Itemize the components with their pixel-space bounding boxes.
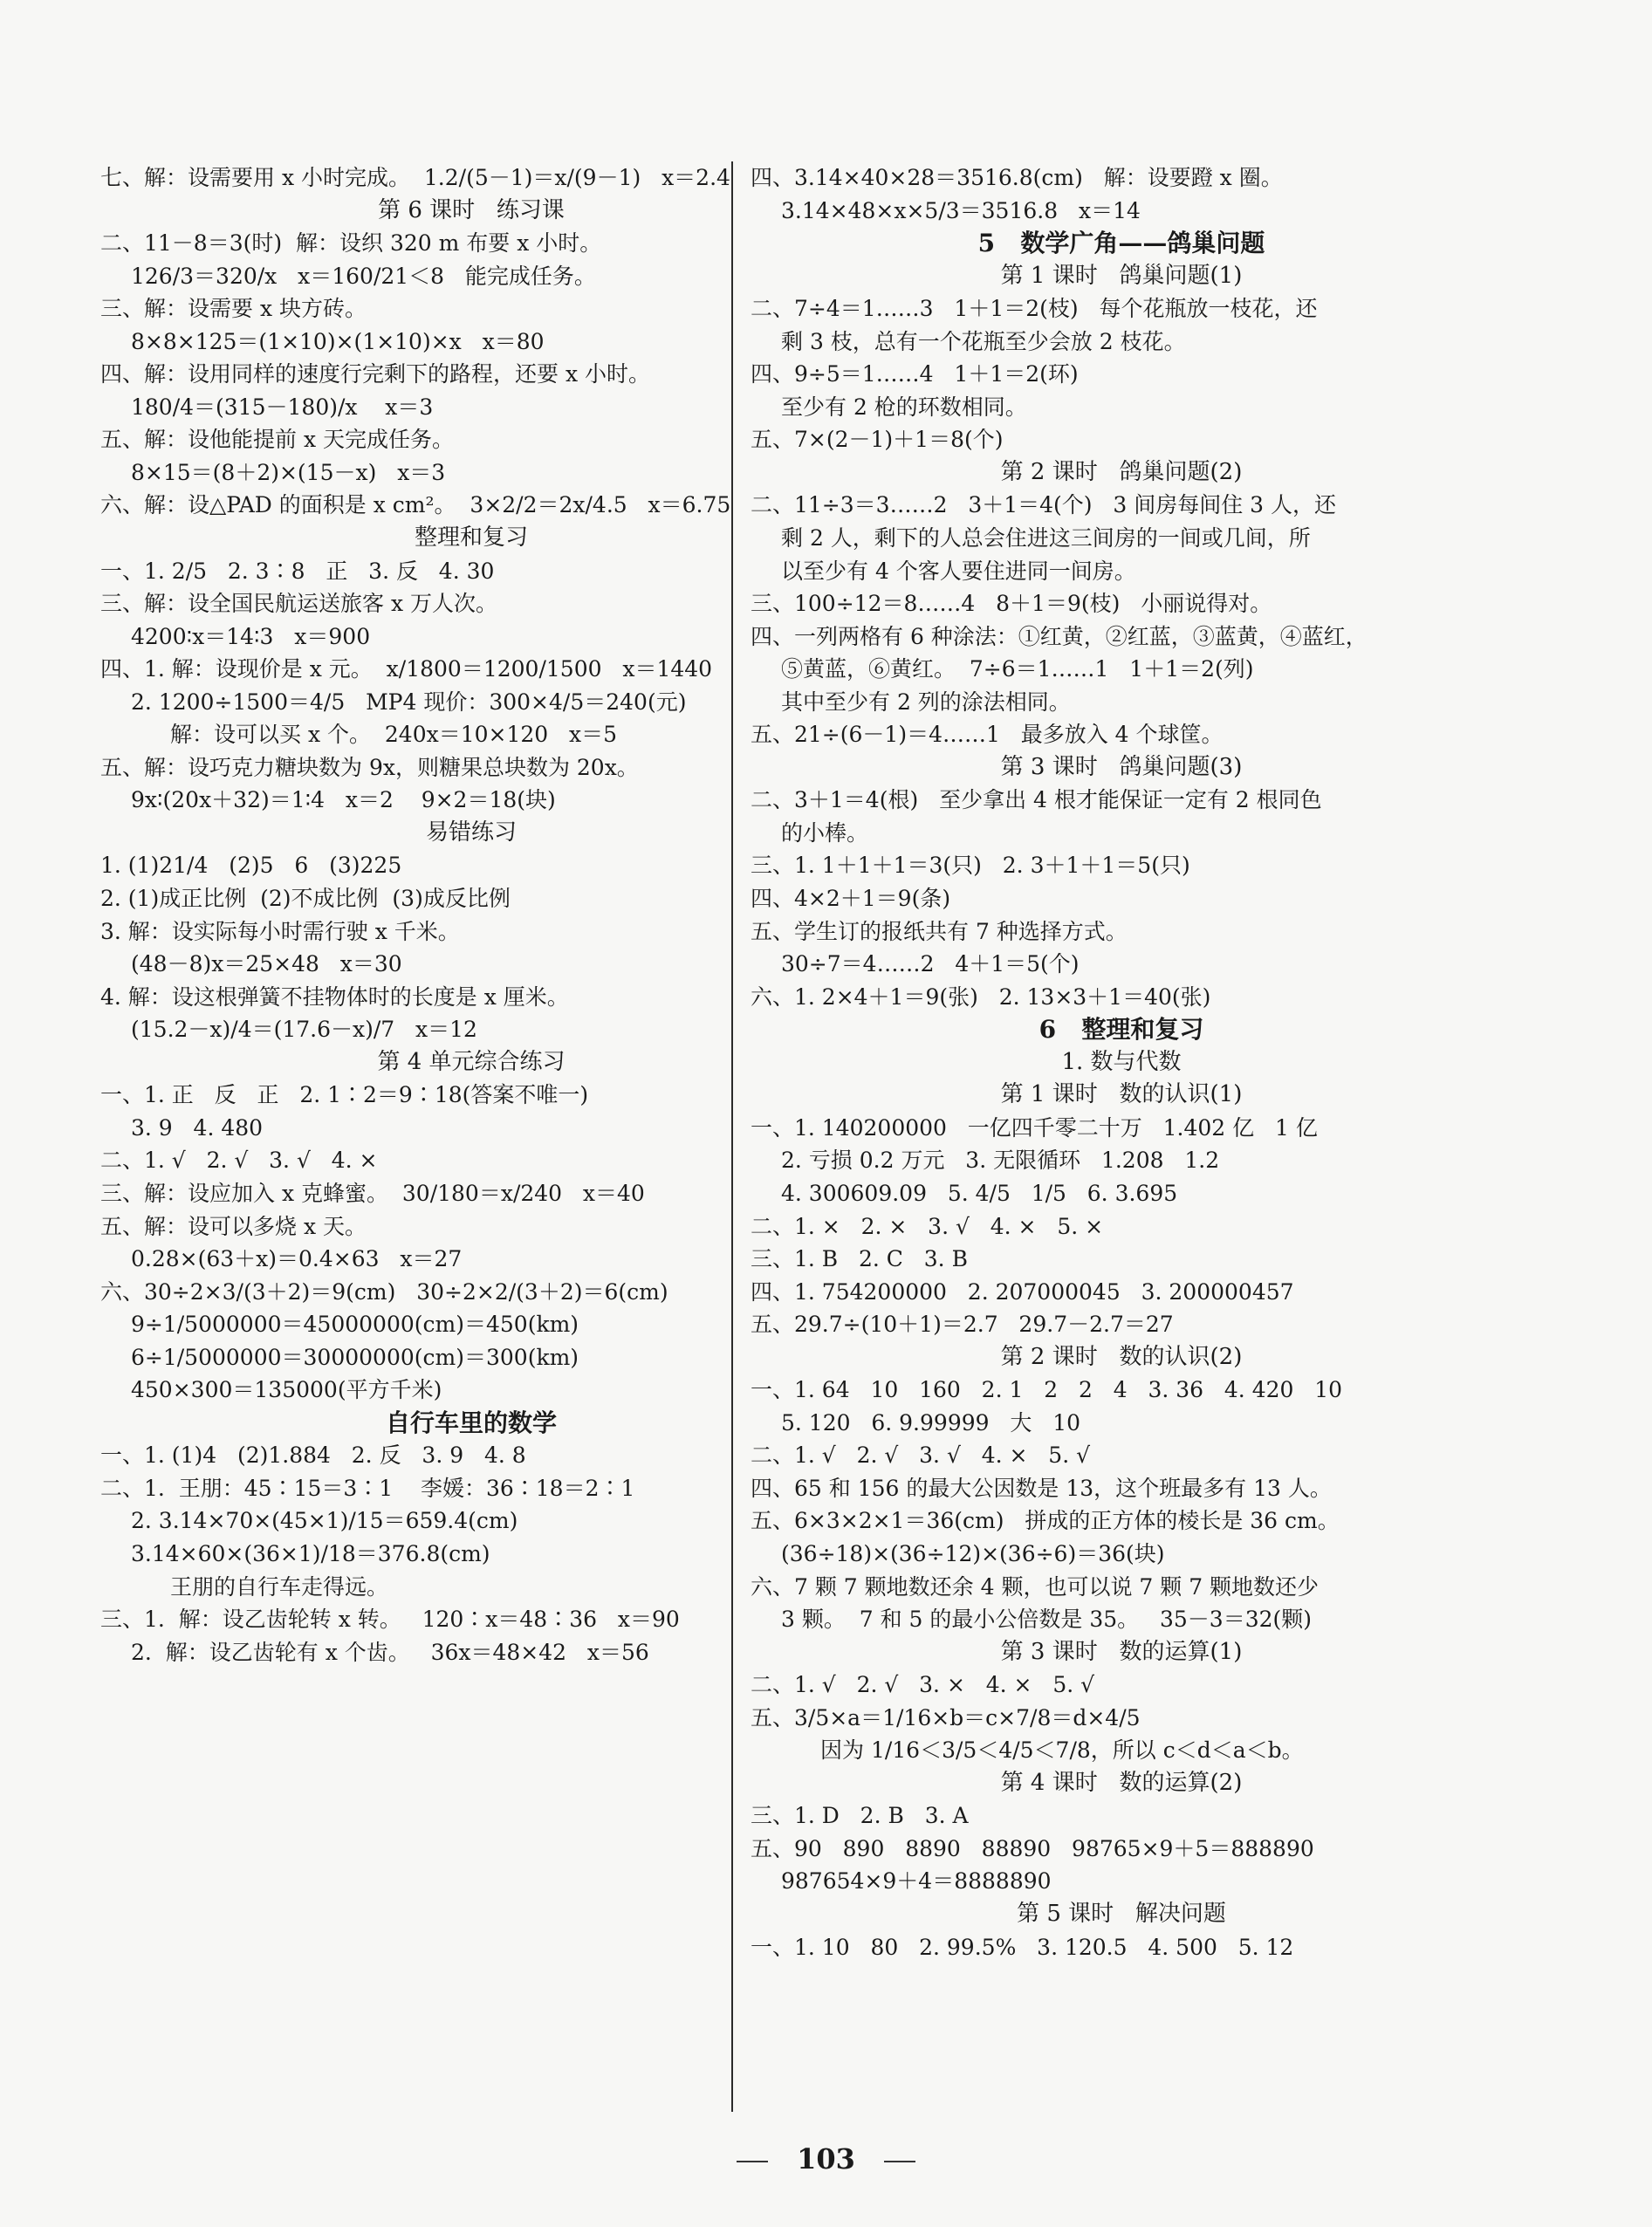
answer-line: 9÷1/5000000＝45000000(cm)＝450(km) bbox=[131, 1312, 579, 1338]
answer-line: 四、65 和 156 的最大公因数是 13，这个班最多有 13 人。 bbox=[751, 1475, 1332, 1501]
answer-line: 六、解：设△PAD 的面积是 x cm²。 3×2/2＝2x/4.5 x＝6.75 bbox=[100, 492, 731, 518]
answer-line: 450×300＝135000(平方千米) bbox=[131, 1377, 442, 1403]
answer-line: 四、一列两格有 6 种涂法：①红黄，②红蓝，③蓝黄，④蓝红， bbox=[751, 623, 1368, 649]
answer-line: 126/3＝320/x x＝160/21＜8 能完成任务。 bbox=[131, 263, 596, 289]
answer-line: 2. 亏损 0.2 万元 3. 无限循环 1.208 1.2 bbox=[781, 1148, 1220, 1174]
section-heading: 第 2 课时 数的认识(2) bbox=[1000, 1343, 1243, 1370]
answer-line: 三、100÷12＝8……4 8＋1＝9(枝) 小丽说得对。 bbox=[751, 591, 1272, 617]
answer-line: 30÷7＝4……2 4＋1＝5(个) bbox=[781, 951, 1080, 977]
answer-line: 五、3/5×a＝1/16×b＝c×7/8＝d×4/5 bbox=[751, 1704, 1141, 1730]
answer-line: 4200∶x＝14∶3 x＝900 bbox=[131, 623, 371, 649]
answer-line: 一、1. 10 80 2. 99.5% 3. 120.5 4. 500 5. 12 bbox=[751, 1934, 1294, 1960]
page-number: 103 bbox=[797, 2142, 855, 2176]
answer-line: 5. 120 6. 9.99999 大 10 bbox=[781, 1409, 1081, 1436]
section-heading: 第 2 课时 鸽巢问题(2) bbox=[1000, 458, 1243, 485]
answer-line: 二、7÷4＝1……3 1＋1＝2(枝) 每个花瓶放一枝花，还 bbox=[751, 296, 1318, 322]
answer-line: 三、解：设全国民航运送旅客 x 万人次。 bbox=[100, 591, 497, 617]
answer-line: 四、解：设用同样的速度行完剩下的路程，还要 x 小时。 bbox=[100, 361, 650, 387]
answer-line: 6÷1/5000000＝30000000(cm)＝300(km) bbox=[131, 1344, 579, 1370]
answer-line: (36÷18)×(36÷12)×(36÷6)＝36(块) bbox=[781, 1540, 1165, 1566]
answer-line: 3.14×60×(36×1)/18＝376.8(cm) bbox=[131, 1540, 490, 1566]
answer-line: 五、解：设可以多烧 x 天。 bbox=[100, 1213, 367, 1239]
answer-line: 五、90 890 8890 88890 98765×9＋5＝888890 bbox=[751, 1835, 1314, 1861]
answer-line: 至少有 2 枪的环数相同。 bbox=[781, 394, 1027, 420]
answer-line: 三、解：设需要 x 块方砖。 bbox=[100, 296, 367, 322]
answer-line: 一、1. (1)4 (2)1.884 2. 反 3. 9 4. 8 bbox=[100, 1442, 526, 1469]
section-heading: 第 4 课时 数的运算(2) bbox=[1000, 1769, 1243, 1796]
section-heading: 6 整理和复习 bbox=[1038, 1015, 1204, 1045]
answer-line: 4. 解：设这根弹簧不挂物体时的长度是 x 厘米。 bbox=[100, 983, 569, 1010]
footer-dash-left bbox=[737, 2161, 768, 2162]
answer-line: 三、解：设应加入 x 克蜂蜜。 30/180＝x/240 x＝40 bbox=[100, 1180, 645, 1206]
answer-line: 七、解：设需要用 x 小时完成。 1.2/(5－1)＝x/(9－1) x＝2.4 bbox=[100, 165, 730, 190]
answer-line: 3.14×48×x×5/3＝3516.8 x＝14 bbox=[781, 197, 1141, 223]
answer-line: (48－8)x＝25×48 x＝30 bbox=[131, 951, 402, 977]
answer-line: 3. 解：设实际每小时需行驶 x 千米。 bbox=[100, 918, 460, 944]
answer-line: 三、1. D 2. B 3. A bbox=[751, 1803, 969, 1829]
answer-line: 2. (1)成正比例 (2)不成比例 (3)成反比例 bbox=[100, 886, 511, 912]
answer-line: 2. 3.14×70×(45×1)/15＝659.4(cm) bbox=[131, 1508, 518, 1534]
answer-line: 五、21÷(6－1)＝4……1 最多放入 4 个球筐。 bbox=[751, 722, 1224, 748]
answer-line: 2. 解：设乙齿轮有 x 个齿。 36x＝48×42 x＝56 bbox=[131, 1639, 649, 1665]
answer-line: 二、11÷3＝3……2 3＋1＝4(个) 3 间房每间住 3 人，还 bbox=[751, 492, 1337, 518]
answer-line: 解：设可以买 x 个。 240x＝10×120 x＝5 bbox=[170, 722, 618, 748]
answer-line: 3. 9 4. 480 bbox=[131, 1114, 264, 1141]
section-heading: 第 6 课时 练习课 bbox=[378, 196, 565, 223]
answer-line: 一、1. 正 反 正 2. 1∶2＝9∶18(答案不唯一) bbox=[100, 1082, 589, 1108]
answer-line: 因为 1/16＜3/5＜4/5＜7/8，所以 c＜d＜a＜b。 bbox=[820, 1737, 1304, 1764]
answer-line: 六、7 颗 7 颗地数还余 4 颗，也可以说 7 颗 7 颗地数还少 bbox=[751, 1573, 1320, 1600]
answer-line: 3 颗。 7 和 5 的最小公倍数是 35。 35－3＝32(颗) bbox=[781, 1607, 1313, 1633]
answer-line: 二、1. √ 2. √ 3. √ 4. × bbox=[100, 1148, 378, 1174]
answer-line: 四、1. 解：设现价是 x 元。 x/1800＝1200/1500 x＝1440 bbox=[100, 656, 713, 682]
answer-line: 一、1. 64 10 160 2. 1 2 2 4 3. 36 4. 420 10 bbox=[751, 1377, 1343, 1403]
answer-line: 一、1. 140200000 一亿四千零二十万 1.402 亿 1 亿 bbox=[751, 1114, 1318, 1141]
section-heading: 第 5 课时 解决问题 bbox=[1017, 1900, 1226, 1927]
answer-line: 二、1. √ 2. √ 3. √ 4. × 5. √ bbox=[751, 1442, 1091, 1469]
section-heading: 第 3 课时 鸽巢问题(3) bbox=[1000, 753, 1243, 780]
page-footer bbox=[0, 2142, 1652, 2176]
answer-line: 180/4＝(315－180)/x x＝3 bbox=[131, 394, 434, 420]
answer-line: 的小棒。 bbox=[781, 819, 869, 846]
answer-line: 五、解：设巧克力糖块数为 9x，则糖果总块数为 20x。 bbox=[100, 754, 639, 780]
answer-line: 其中至少有 2 列的涂法相同。 bbox=[781, 689, 1071, 715]
answer-line: 六、30÷2×3/(3＋2)＝9(cm) 30÷2×2/(3＋2)＝6(cm) bbox=[100, 1278, 668, 1305]
answer-line: 4. 300609.09 5. 4/5 1/5 6. 3.695 bbox=[781, 1180, 1178, 1206]
section-heading: 自行车里的数学 bbox=[385, 1408, 557, 1437]
answer-line: 剩 3 枝，总有一个花瓶至少会放 2 枝花。 bbox=[781, 328, 1186, 354]
answer-line: 五、学生订的报纸共有 7 种选择方式。 bbox=[751, 918, 1128, 944]
answer-line: 剩 2 人，剩下的人总会住进这三间房的一间或几间，所 bbox=[781, 525, 1311, 552]
answer-line: 二、3＋1＝4(根) 至少拿出 4 根才能保证一定有 2 根同色 bbox=[751, 787, 1322, 813]
section-heading: 整理和复习 bbox=[414, 524, 528, 552]
answer-line: 五、6×3×2×1＝36(cm) 拼成的正方体的棱长是 36 cm。 bbox=[751, 1508, 1340, 1534]
column-divider bbox=[731, 161, 733, 2112]
footer-dash-right bbox=[884, 2161, 915, 2162]
answer-line: 一、1. 2/5 2. 3∶8 正 3. 反 4. 30 bbox=[100, 558, 495, 584]
section-heading: 1. 数与代数 bbox=[1061, 1048, 1182, 1075]
answer-line: 9x∶(20x＋32)＝1∶4 x＝2 9×2＝18(块) bbox=[131, 787, 556, 813]
answer-line: 以至少有 4 个客人要住进同一间房。 bbox=[781, 558, 1136, 584]
answer-line: 五、解：设他能提前 x 天完成任务。 bbox=[100, 427, 454, 453]
answer-line: 四、1. 754200000 2. 207000045 3. 200000457 bbox=[751, 1278, 1294, 1305]
answer-line: 0.28×(63＋x)＝0.4×63 x＝27 bbox=[131, 1246, 463, 1272]
answer-line: 三、1. 解：设乙齿轮转 x 转。 120∶x＝48∶36 x＝90 bbox=[100, 1607, 680, 1633]
section-heading: 易错练习 bbox=[425, 819, 517, 846]
answer-line: 二、1. × 2. × 3. √ 4. × 5. × bbox=[751, 1213, 1104, 1239]
section-heading: 5 数学广角——鸽巢问题 bbox=[977, 229, 1265, 258]
answer-line: 8×15＝(8＋2)×(15－x) x＝3 bbox=[131, 459, 446, 485]
answer-line: 王朋的自行车走得远。 bbox=[170, 1573, 389, 1600]
answer-line: 987654×9＋4＝8888890 bbox=[781, 1868, 1052, 1895]
answer-line: ⑤黄蓝，⑥黄红。 7÷6＝1……1 1＋1＝2(列) bbox=[781, 656, 1254, 682]
answer-line: 五、7×(2－1)＋1＝8(个) bbox=[751, 427, 1004, 453]
section-heading: 第 4 单元综合练习 bbox=[377, 1048, 566, 1075]
answer-line: 8×8×125＝(1×10)×(1×10)×x x＝80 bbox=[131, 328, 545, 354]
answer-line: 四、9÷5＝1……4 1＋1＝2(环) bbox=[751, 361, 1079, 387]
answer-line: 1. (1)21/4 (2)5 6 (3)225 bbox=[100, 853, 402, 879]
right-column bbox=[751, 161, 1492, 1963]
answer-line: 六、1. 2×4＋1＝9(张) 2. 13×3＋1＝40(张) bbox=[751, 983, 1211, 1010]
answer-line: 四、4×2＋1＝9(条) bbox=[751, 886, 951, 912]
answer-line: 三、1. B 2. C 3. B bbox=[751, 1246, 968, 1272]
answer-line: 五、29.7÷(10＋1)＝2.7 29.7－2.7＝27 bbox=[751, 1312, 1174, 1338]
section-heading: 第 3 课时 数的运算(1) bbox=[1000, 1638, 1243, 1665]
section-heading: 第 1 课时 鸽巢问题(1) bbox=[1000, 262, 1243, 289]
answer-line: 四、3.14×40×28＝3516.8(cm) 解：设要蹬 x 圈。 bbox=[751, 165, 1283, 190]
answer-line: 2. 1200÷1500＝4/5 MP4 现价：300×4/5＝240(元) bbox=[131, 689, 687, 715]
answer-line: 三、1. 1＋1＋1＝3(只) 2. 3＋1＋1＝5(只) bbox=[751, 853, 1190, 879]
answer-line: 二、1. 王朋：45∶15＝3∶1 李媛：36∶18＝2∶1 bbox=[100, 1475, 635, 1501]
section-heading: 第 1 课时 数的认识(1) bbox=[1000, 1081, 1243, 1108]
answer-line: (15.2－x)/4＝(17.6－x)/7 x＝12 bbox=[131, 1017, 477, 1043]
answer-line: 二、11－8＝3(时) 解：设织 320 m 布要 x 小时。 bbox=[100, 230, 602, 257]
answer-line: 二、1. √ 2. √ 3. × 4. × 5. √ bbox=[751, 1672, 1095, 1698]
